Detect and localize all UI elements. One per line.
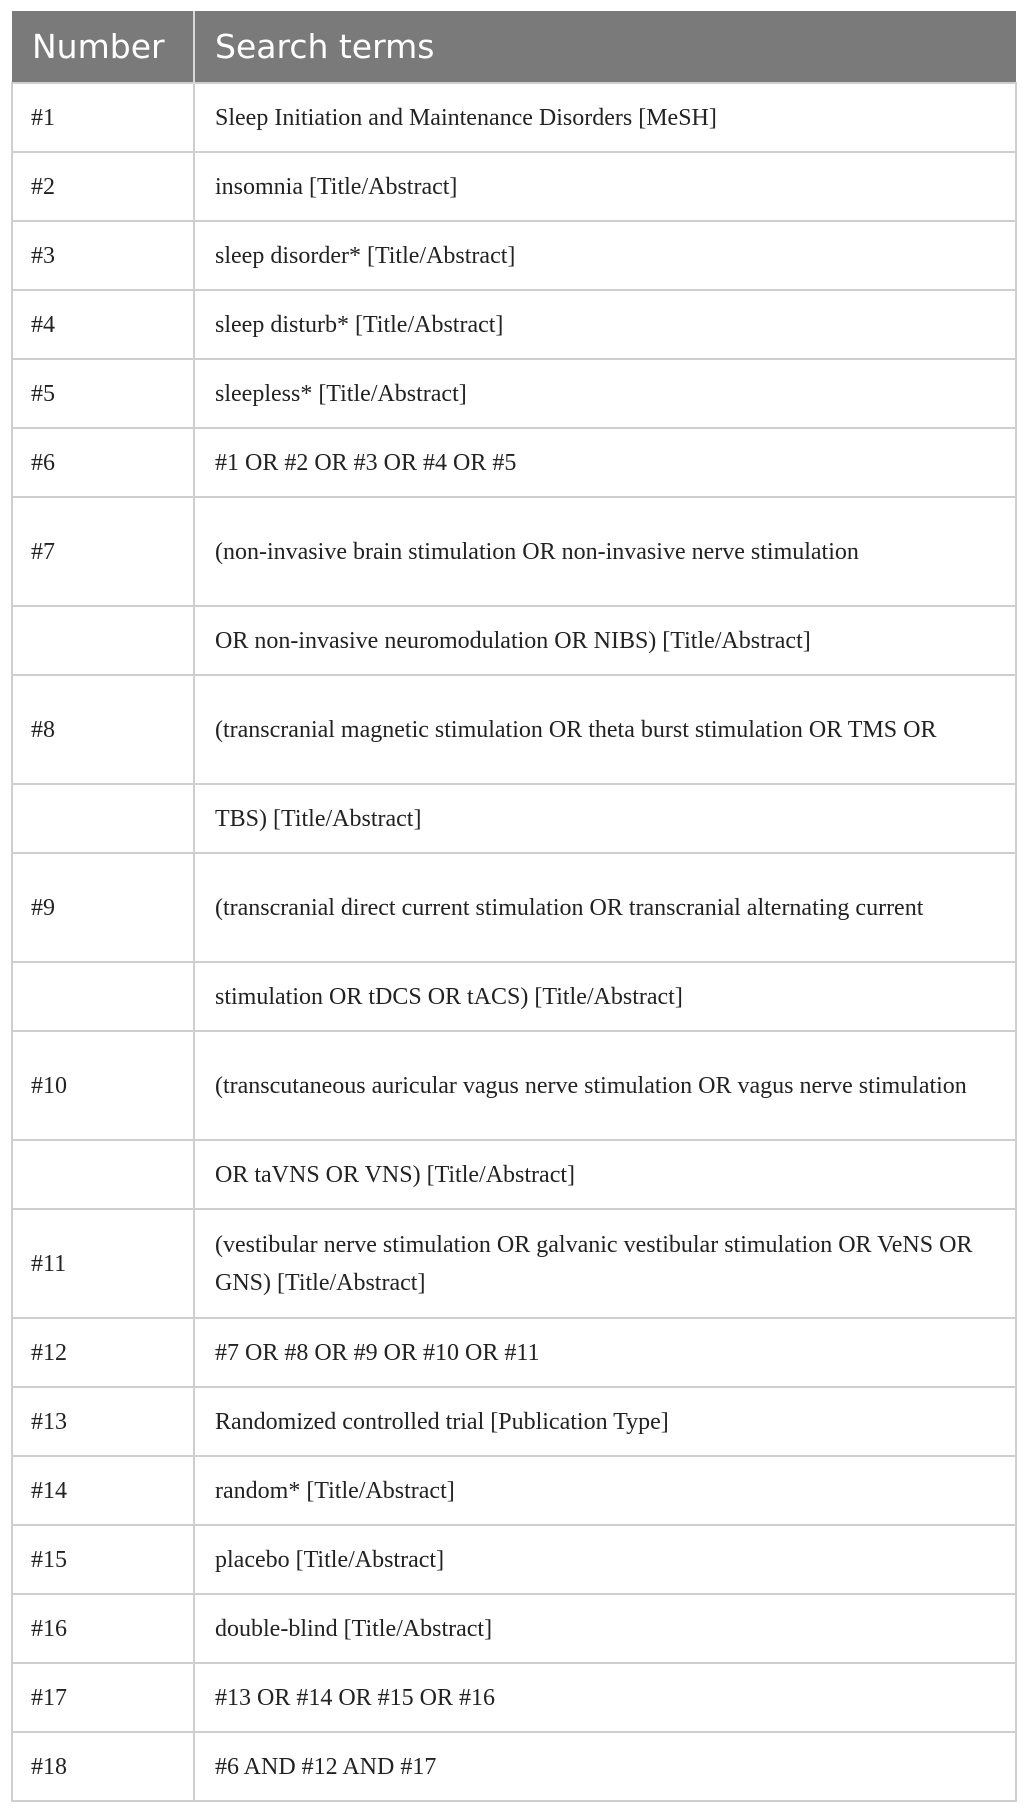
row-number: #8 — [12, 675, 194, 784]
row-search-terms: insomnia [Title/Abstract] — [194, 152, 1016, 221]
row-number: #2 — [12, 152, 194, 221]
table-row — [12, 1732, 1016, 1801]
row-search-terms: #13 OR #14 OR #15 OR #16 — [194, 1663, 1016, 1732]
row-number: #1 — [12, 83, 194, 152]
header-number: Number — [12, 11, 194, 83]
row-search-terms: random* [Title/Abstract] — [194, 1456, 1016, 1525]
row-search-terms: #6 AND #12 AND #17 — [194, 1732, 1016, 1801]
row-search-terms: (transcutaneous auricular vagus nerve stimulation OR vagus nerve stimulation — [194, 1031, 1016, 1140]
table-row — [12, 1456, 1016, 1525]
table-row — [12, 1031, 1016, 1140]
row-number: #17 — [12, 1663, 194, 1732]
row-search-terms: sleep disorder* [Title/Abstract] — [194, 221, 1016, 290]
row-number — [12, 962, 194, 1031]
row-search-terms: stimulation OR tDCS OR tACS) [Title/Abstract] — [194, 962, 1016, 1031]
table-row — [12, 1140, 1016, 1209]
row-search-terms: (vestibular nerve stimulation OR galvanic vestibular stimulation OR VeNS OR GNS) [Title/Abstract] — [194, 1209, 1016, 1318]
row-search-terms: Sleep Initiation and Maintenance Disorders [MeSH] — [194, 83, 1016, 152]
table-row — [12, 1387, 1016, 1456]
table-row — [12, 962, 1016, 1031]
table-row — [12, 606, 1016, 675]
table-row — [12, 1594, 1016, 1663]
table-row — [12, 359, 1016, 428]
table-row — [12, 83, 1016, 152]
row-number: #4 — [12, 290, 194, 359]
search-strategy-table-container — [11, 11, 1015, 1802]
row-number: #12 — [12, 1318, 194, 1387]
table-row — [12, 497, 1016, 606]
row-number: #18 — [12, 1732, 194, 1801]
table-row — [12, 675, 1016, 784]
table-row — [12, 221, 1016, 290]
row-number: #3 — [12, 221, 194, 290]
row-search-terms: (transcranial direct current stimulation OR transcranial alternating current — [194, 853, 1016, 962]
row-number: #16 — [12, 1594, 194, 1663]
header-search-terms: Search terms — [194, 11, 1016, 83]
row-search-terms: (non-invasive brain stimulation OR non-invasive nerve stimulation — [194, 497, 1016, 606]
table-header — [12, 11, 1016, 83]
row-number: #9 — [12, 853, 194, 962]
table-row — [12, 784, 1016, 853]
table-body — [12, 83, 1016, 1801]
row-number: #6 — [12, 428, 194, 497]
row-number — [12, 606, 194, 675]
table-row — [12, 428, 1016, 497]
table-row — [12, 152, 1016, 221]
row-search-terms: OR non-invasive neuromodulation OR NIBS) [Title/Abstract] — [194, 606, 1016, 675]
row-search-terms: sleepless* [Title/Abstract] — [194, 359, 1016, 428]
row-number: #5 — [12, 359, 194, 428]
table-row — [12, 1525, 1016, 1594]
row-search-terms: placebo [Title/Abstract] — [194, 1525, 1016, 1594]
table-row — [12, 1663, 1016, 1732]
row-number — [12, 1140, 194, 1209]
row-search-terms: TBS) [Title/Abstract] — [194, 784, 1016, 853]
row-number: #15 — [12, 1525, 194, 1594]
table-row — [12, 290, 1016, 359]
row-search-terms: #1 OR #2 OR #3 OR #4 OR #5 — [194, 428, 1016, 497]
row-search-terms: #7 OR #8 OR #9 OR #10 OR #11 — [194, 1318, 1016, 1387]
row-search-terms: (transcranial magnetic stimulation OR theta burst stimulation OR TMS OR — [194, 675, 1016, 784]
row-number: #14 — [12, 1456, 194, 1525]
row-search-terms: sleep disturb* [Title/Abstract] — [194, 290, 1016, 359]
table-row — [12, 853, 1016, 962]
row-number: #13 — [12, 1387, 194, 1456]
row-search-terms: double-blind [Title/Abstract] — [194, 1594, 1016, 1663]
row-number: #7 — [12, 497, 194, 606]
table-row — [12, 1318, 1016, 1387]
search-strategy-table — [11, 11, 1017, 1802]
row-search-terms: Randomized controlled trial [Publication Type] — [194, 1387, 1016, 1456]
row-number: #11 — [12, 1209, 194, 1318]
row-number — [12, 784, 194, 853]
table-row — [12, 1209, 1016, 1318]
header-row — [12, 11, 1016, 83]
row-number: #10 — [12, 1031, 194, 1140]
row-search-terms: OR taVNS OR VNS) [Title/Abstract] — [194, 1140, 1016, 1209]
